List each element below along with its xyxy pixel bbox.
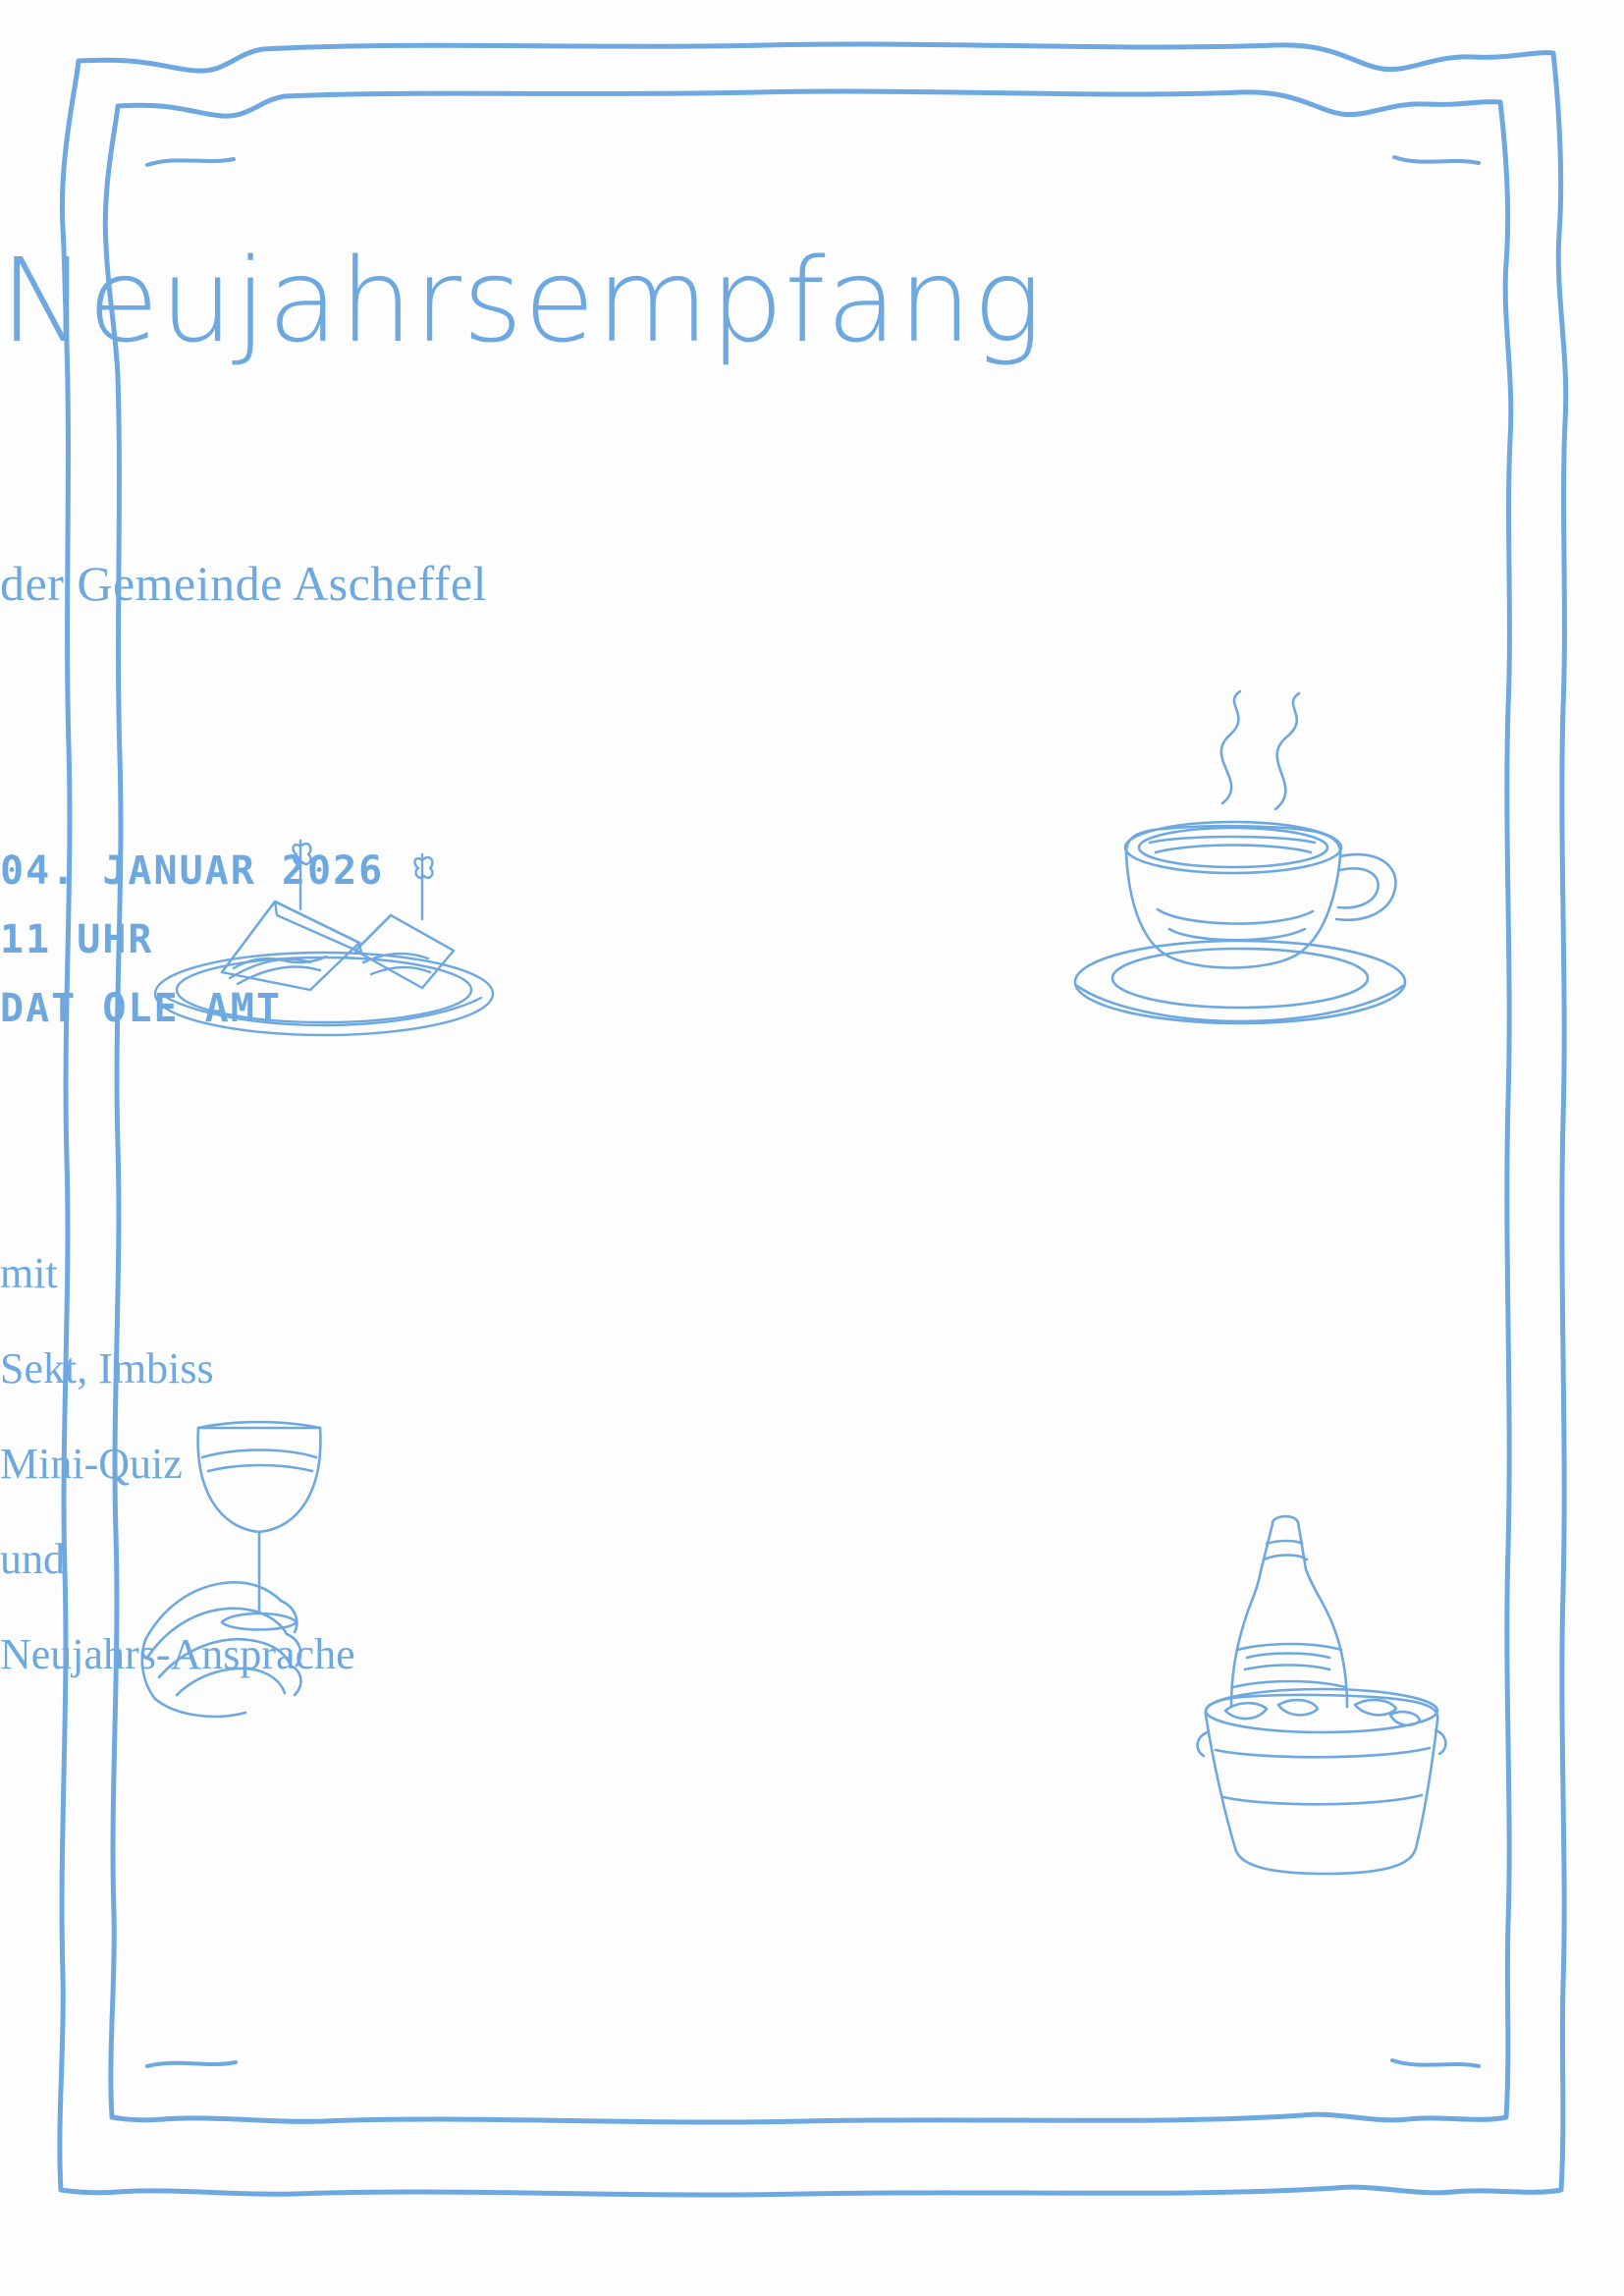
detail-line-1: Sekt, Imbiss xyxy=(0,1344,214,1393)
poster-subtitle: der Gemeinde Ascheffel xyxy=(0,556,487,611)
champagne-bottle-in-ice-bucket-illustration xyxy=(1188,1503,1473,1895)
event-date: 04. JANUAR 2026 xyxy=(0,848,385,894)
coffee-cup-illustration xyxy=(1065,687,1438,1041)
event-location: DAT OLE AMT xyxy=(0,986,282,1031)
hand-holding-wine-glass-illustration xyxy=(137,1404,461,1728)
event-time: 11 UHR xyxy=(0,917,154,962)
detail-line-0: mit xyxy=(0,1249,58,1297)
page-title: Neujahrsempfang xyxy=(0,233,1044,368)
detail-line-2: Mini-Quiz xyxy=(0,1440,183,1488)
sandwich-platter-illustration xyxy=(128,825,520,1051)
detail-line-4: Neujahrs-Ansprache xyxy=(0,1630,355,1678)
detail-line-3: und xyxy=(0,1535,65,1583)
